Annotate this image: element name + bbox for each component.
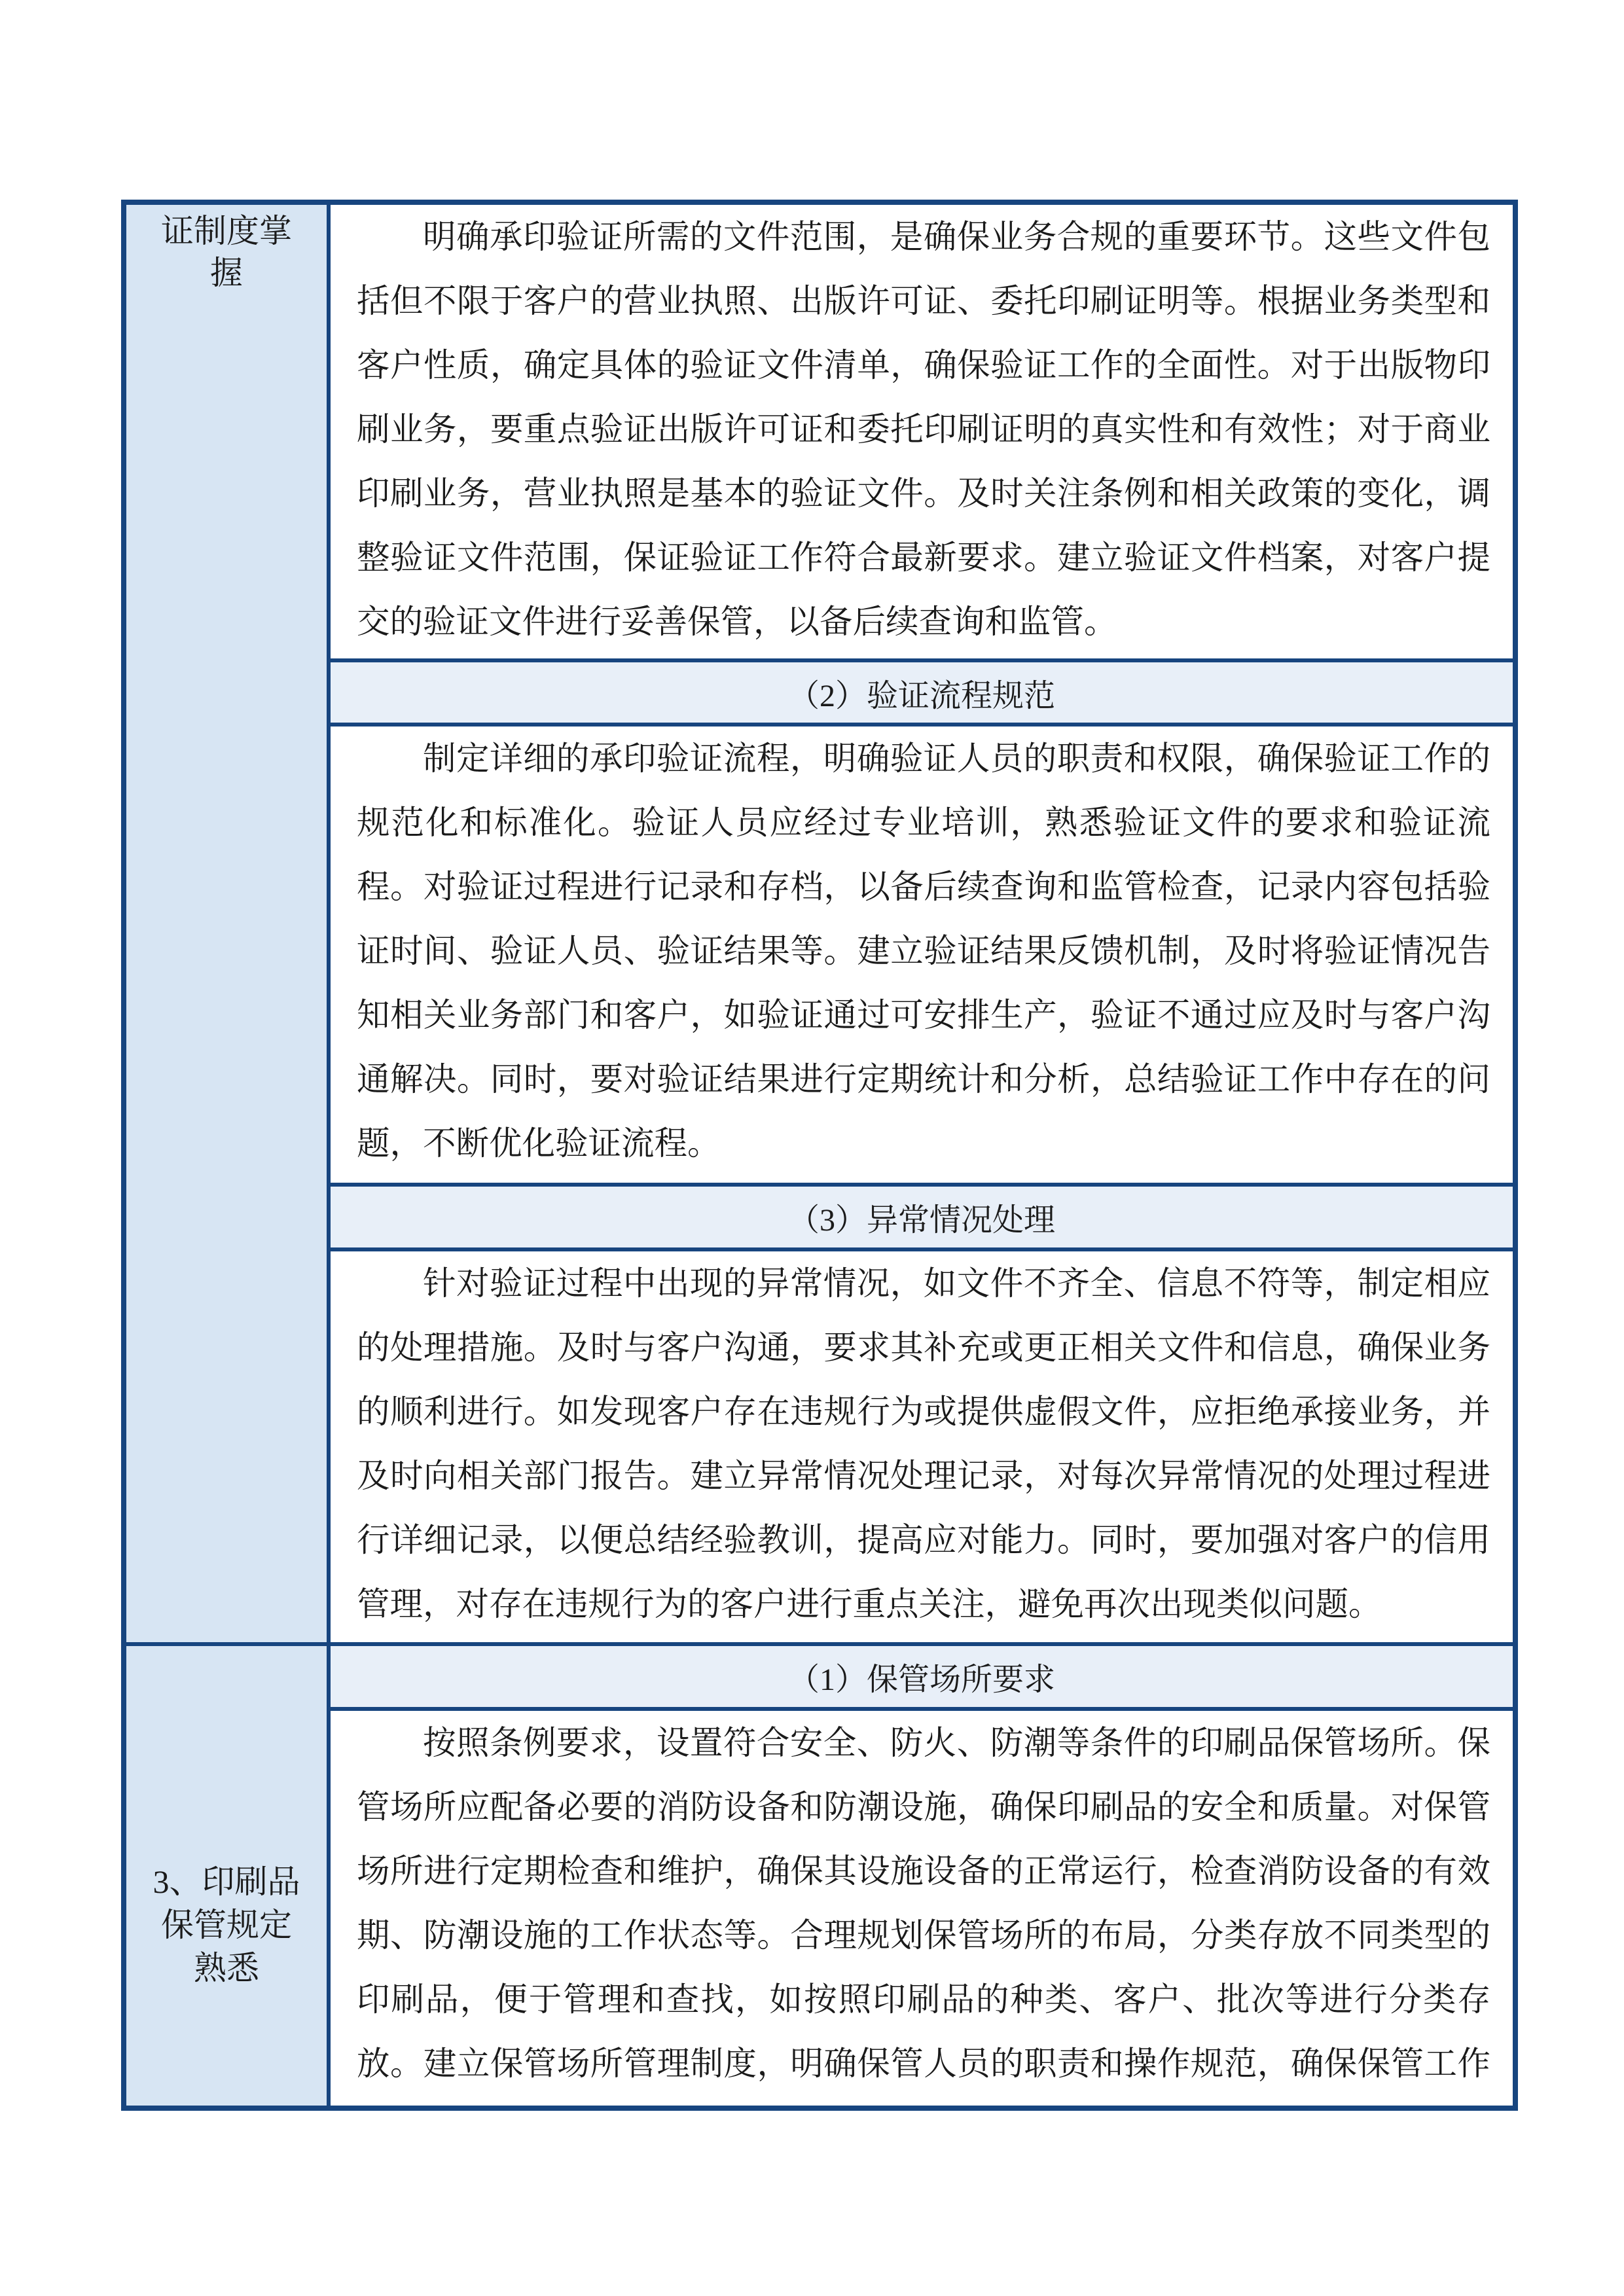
paragraph-line: 知相关业务部门和客户，如验证通过可安排生产，验证不通过应及时与客户沟	[357, 997, 1490, 1033]
label-line: 熟悉	[194, 1950, 259, 1986]
paragraph-line: 放。建立保管场所管理制度，明确保管人员的职责和操作规范，确保保管工作	[357, 2045, 1490, 2082]
paragraph-line: 交的验证文件进行妥善保管，以备后续查询和监管。	[357, 603, 1117, 640]
paragraph-line: 的处理措施。及时与客户沟通，要求其补充或更正相关文件和信息，确保业务	[357, 1329, 1490, 1366]
paragraph-cell	[331, 1711, 1513, 2106]
paragraph-line: 整验证文件范围，保证验证工作符合最新要求。建立验证文件档案，对客户提	[357, 539, 1490, 576]
paragraph-line: 按照条例要求，设置符合安全、防火、防潮等条件的印刷品保管场所。保	[423, 1725, 1490, 1761]
row-label-text	[126, 205, 327, 294]
row-label-verification-system	[126, 205, 331, 1646]
row-label-print-storage	[126, 1646, 331, 2106]
subsection-title: （2）验证流程规范	[787, 678, 1055, 713]
paragraph-line: 及时向相关部门报告。建立异常情况处理记录，对每次异常情况的处理过程进	[357, 1458, 1490, 1494]
label-line: 握	[210, 255, 243, 291]
paragraph-cell	[331, 205, 1513, 662]
paragraph-line: 程。对验证过程进行记录和存档，以备后续查询和监管检查，记录内容包括验	[357, 869, 1490, 905]
paragraph-line: 证时间、验证人员、验证结果等。建立验证结果反馈机制，及时将验证情况告	[357, 933, 1490, 969]
label-line: 证制度掌	[161, 213, 292, 249]
paragraph-line: 括但不限于客户的营业执照、出版许可证、委托印刷证明等。根据业务类型和	[357, 283, 1490, 319]
label-line: 3、印刷品	[153, 1863, 300, 1900]
paragraph-line: 制定详细的承印验证流程，明确验证人员的职责和权限，确保验证工作的	[423, 740, 1490, 777]
label-line: 保管规定	[161, 1907, 292, 1943]
paragraph-line: 题，不断优化验证流程。	[357, 1125, 721, 1162]
paragraph-line: 通解决。同时，要对验证结果进行定期统计和分析，总结验证工作中存在的问	[357, 1061, 1490, 1098]
paragraph-line: 场所进行定期检查和维护，确保其设施设备的正常运行，检查消防设备的有效	[357, 1853, 1490, 1890]
subsection-title: （3）异常情况处理	[787, 1203, 1055, 1238]
paragraph-line: 客户性质，确定具体的验证文件清单，确保验证工作的全面性。对于出版物印	[357, 347, 1490, 384]
paragraph-line: 管场所应配备必要的消防设备和防潮设施，确保印刷品的安全和质量。对保管	[357, 1789, 1490, 1825]
row-label-text	[153, 1860, 300, 1990]
paragraph-line: 规范化和标准化。验证人员应经过专业培训，熟悉验证文件的要求和验证流	[357, 804, 1490, 841]
paragraph-line: 刷业务，要重点验证出版许可证和委托印刷证明的真实性和有效性；对于商业	[357, 411, 1490, 448]
paragraph-line: 针对验证过程中出现的异常情况，如文件不齐全、信息不符等，制定相应	[423, 1265, 1490, 1302]
content-table	[121, 200, 1518, 2111]
paragraph-line: 行详细记录，以便总结经验教训，提高应对能力。同时，要加强对客户的信用	[357, 1522, 1490, 1558]
subsection-header	[331, 662, 1513, 726]
paragraph-line: 期、防潮设施的工作状态等。合理规划保管场所的布局，分类存放不同类型的	[357, 1917, 1490, 1954]
paragraph-line: 的顺利进行。如发现客户存在违规行为或提供虚假文件，应拒绝承接业务，并	[357, 1393, 1490, 1430]
subsection-title: （1）保管场所要求	[787, 1662, 1055, 1697]
paragraph-cell	[331, 726, 1513, 1187]
subsection-header	[331, 1187, 1513, 1251]
paragraph-cell	[331, 1251, 1513, 1646]
paragraph-line: 印刷业务，营业执照是基本的验证文件。及时关注条例和相关政策的变化，调	[357, 475, 1490, 512]
paragraph-line: 管理，对存在违规行为的客户进行重点关注，避免再次出现类似问题。	[357, 1586, 1382, 1623]
paragraph-line: 印刷品，便于管理和查找，如按照印刷品的种类、客户、批次等进行分类存	[357, 1981, 1490, 2018]
subsection-header	[331, 1646, 1513, 1711]
paragraph-line: 明确承印验证所需的文件范围，是确保业务合规的重要环节。这些文件包	[423, 219, 1490, 255]
